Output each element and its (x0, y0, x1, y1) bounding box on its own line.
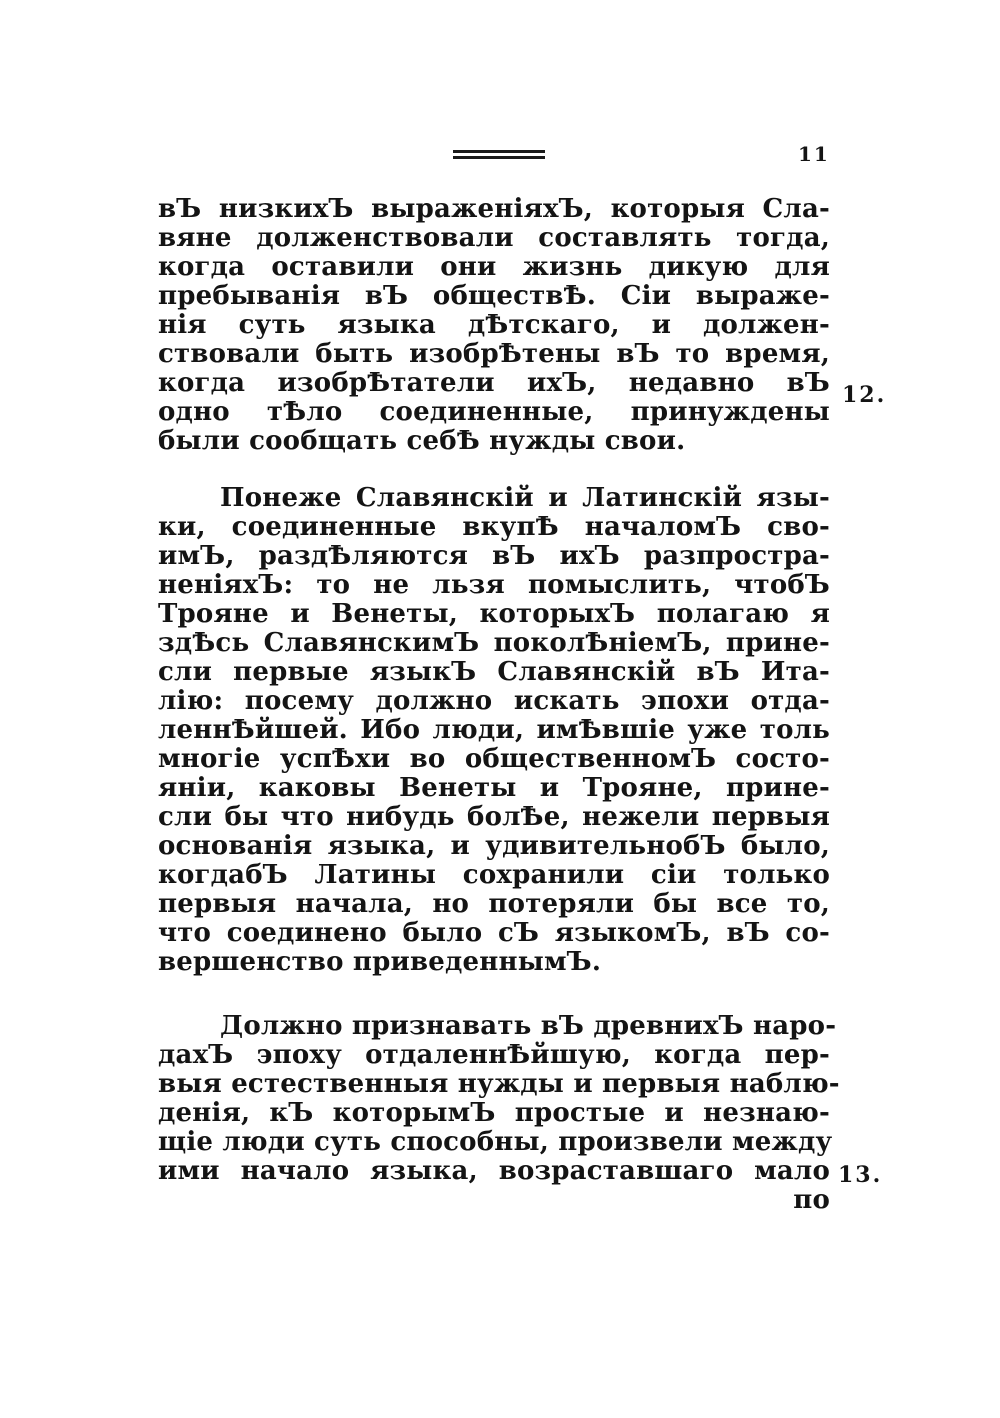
page-number: 11 (798, 142, 830, 166)
text-line: были сообщать себѢ нужды свои. (158, 426, 686, 456)
text-line: яніи, каковы Венеты и Трояне, прине- (158, 773, 830, 803)
text-line: когда оставили они жизнь дикую для (158, 252, 830, 282)
text-line: неніяхЪ: то не льзя помыслить, чтобЪ (158, 570, 830, 600)
text-line: ими начало языка, возраставшаго мало (158, 1156, 830, 1186)
text-line: когда изобрѢтатели ихЪ, недавно вЪ (158, 368, 830, 398)
text-line: выя естественныя нужды и первыя наблю- (158, 1069, 840, 1099)
header-rule-line (453, 156, 545, 159)
text-line: когдабЪ Латины сохранили сіи только (158, 860, 830, 890)
margin-section-number: 12. (842, 382, 887, 408)
paragraph-1 (158, 195, 830, 456)
text-line: что соединено было сЪ языкомЪ, вЪ со- (158, 918, 830, 948)
text-line: денія, кЪ которымЪ простые и незнаю- (158, 1098, 830, 1128)
text-line: вЪ низкихЪ выраженіяхЪ, которыя Сла- (158, 194, 830, 224)
text-line: ки, соединенные вкупѢ началомЪ сво- (158, 512, 830, 542)
text-line: основанія языка, и удивительнобЪ было, (158, 831, 830, 861)
text-line: первыя начала, но потеряли бы все то, (158, 889, 830, 919)
text-line: одно тѢло соединенные, принуждены (158, 397, 830, 427)
text-line: нія суть языка дѢтскаго, и должен- (158, 310, 830, 340)
text-line: пребыванія вЪ обществѢ. Сіи выраже- (158, 281, 830, 311)
catchword: по (793, 1185, 830, 1215)
text-line: ствовали быть изобрѢтены вЪ то время, (158, 339, 830, 369)
header-rule-line (453, 150, 545, 153)
text-line: леннѢйшей. Ибо люди, имѢвшіе уже толь (158, 715, 830, 745)
text-line: многіе успѢхи во общественномЪ состо- (158, 744, 830, 774)
text-line: лію: посему должно искать эпохи отда- (158, 686, 830, 716)
text-line: Трояне и Венеты, которыхЪ полагаю я (158, 599, 830, 629)
paragraph-3 (158, 1011, 840, 1215)
paragraph-2 (158, 484, 830, 977)
text-line: Должно признавать вЪ древнихЪ наро- (220, 1011, 837, 1041)
text-line: дахЪ эпоху отдаленнѢйшую, когда пер- (158, 1040, 830, 1070)
text-line: щіе люди суть способны, произвели между (158, 1127, 833, 1157)
text-line: Понеже Славянскій и Латинскій язы- (220, 483, 830, 513)
margin-section-number: 13. (838, 1162, 883, 1188)
text-line: сли бы что нибудь болѢе, нежели первыя (158, 802, 830, 832)
text-line: имЪ, раздѢляются вЪ ихЪ разпростра- (158, 541, 830, 571)
text-line: здѢсь СлавянскимЪ поколѢніемЪ, прине- (158, 628, 830, 658)
text-line: вяне долженствовали составлять тогда, (158, 223, 830, 253)
text-line: вершенство приведеннымЪ. (158, 947, 602, 977)
text-line: сли первые языкЪ Славянскій вЪ Ита- (158, 657, 830, 687)
header-rule (453, 150, 545, 161)
